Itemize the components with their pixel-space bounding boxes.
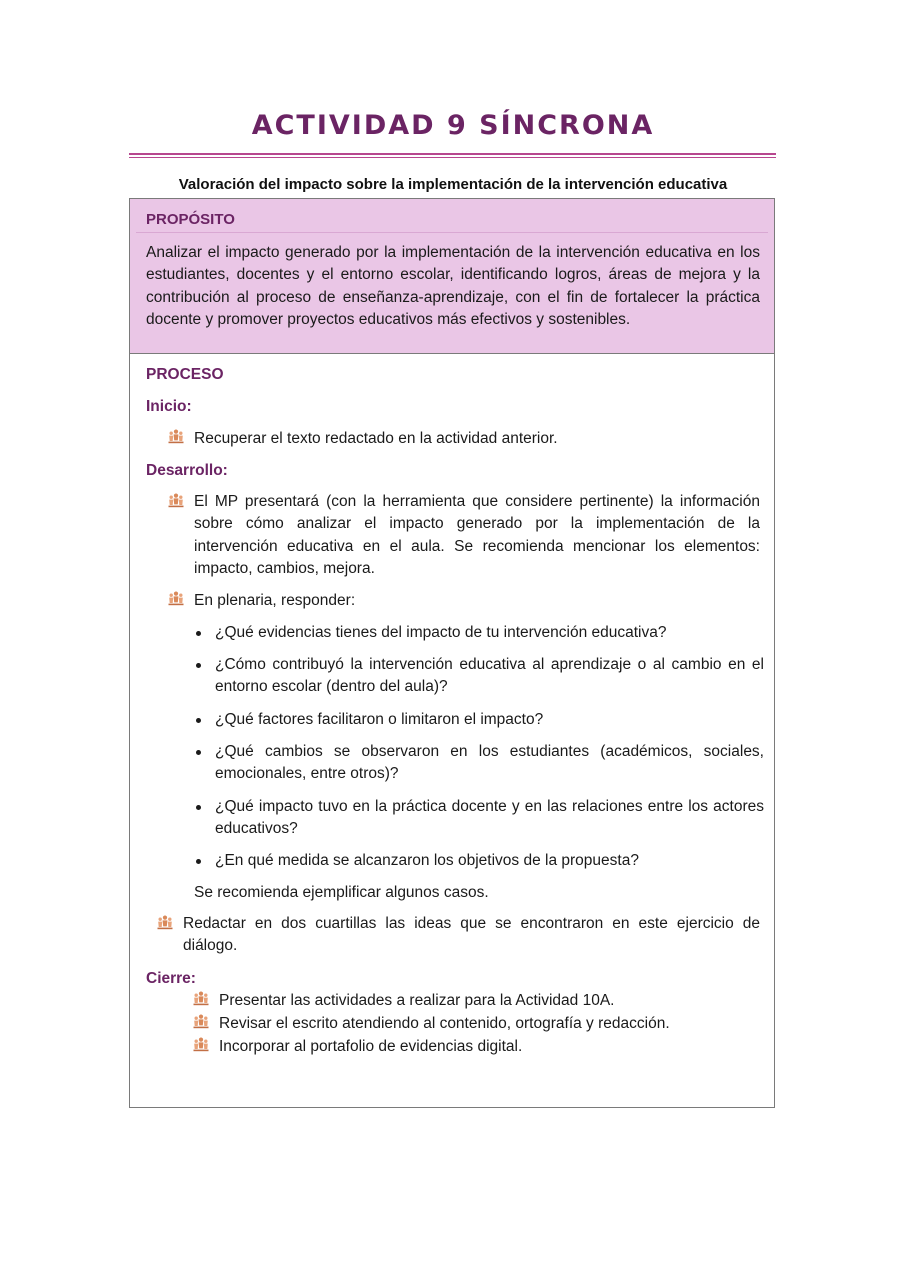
bullet-dot bbox=[196, 718, 201, 723]
people-group-icon bbox=[157, 915, 173, 931]
title-rule bbox=[129, 153, 776, 155]
question-item: ¿Cómo contribuyó la intervención educativa al aprendizaje o al cambio en el entorno escolar (dentro del aula)? bbox=[215, 656, 764, 696]
bullet-dot bbox=[196, 663, 201, 668]
people-group-icon bbox=[168, 429, 184, 445]
desarrollo-label: Desarrollo: bbox=[146, 462, 228, 479]
cierre-item: Incorporar al portafolio de evidencias digital. bbox=[219, 1038, 523, 1055]
question-item: ¿En qué medida se alcanzaron los objetivos de la propuesta? bbox=[215, 852, 639, 869]
desarrollo-item-1: El MP presentará (con la herramienta que considere pertinente) la información sobre cómo analizar el impacto generado por la implementación de la intervención educativa en el aula. Se recomienda mencionar los elementos: impacto, cambios, mejora. bbox=[194, 493, 760, 578]
cierre-item: Presentar las actividades a realizar para la Actividad 10A. bbox=[219, 992, 615, 1009]
bullet-dot bbox=[196, 631, 201, 636]
cierre-item: Revisar el escrito atendiendo al contenido, ortografía y redacción. bbox=[219, 1015, 670, 1032]
desarrollo-item-3: Redactar en dos cuartillas las ideas que se encontraron en este ejercicio de diálogo. bbox=[183, 915, 760, 955]
bullet-dot bbox=[196, 805, 201, 810]
question-item: ¿Qué factores facilitaron o limitaron el impacto? bbox=[215, 711, 544, 728]
cierre-label: Cierre: bbox=[146, 970, 196, 987]
bullet-dot bbox=[196, 750, 201, 755]
inicio-label: Inicio: bbox=[146, 398, 192, 415]
process-label: PROCESO bbox=[146, 366, 224, 383]
people-group-icon bbox=[193, 1037, 209, 1053]
activity-subtitle: Valoración del impacto sobre la implementación de la intervención educativa bbox=[178, 176, 728, 193]
activity-table bbox=[129, 198, 775, 1108]
title-rule-thin bbox=[129, 157, 776, 158]
question-item: ¿Qué evidencias tienes del impacto de tu intervención educativa? bbox=[215, 624, 667, 641]
purpose-label: PROPÓSITO bbox=[146, 211, 235, 228]
purpose-section bbox=[130, 199, 774, 354]
people-group-icon bbox=[193, 991, 209, 1007]
purpose-divider bbox=[136, 232, 768, 233]
people-group-icon bbox=[168, 493, 184, 509]
question-item: ¿Qué cambios se observaron en los estudiantes (académicos, sociales, emocionales, entre otros)? bbox=[215, 743, 764, 783]
page-title: ACTIVIDAD 9 SÍNCRONA bbox=[251, 110, 655, 141]
desarrollo-item-2: En plenaria, responder: bbox=[194, 592, 356, 609]
question-item: ¿Qué impacto tuvo en la práctica docente y en las relaciones entre los actores educativos? bbox=[215, 798, 764, 838]
desarrollo-note: Se recomienda ejemplificar algunos casos. bbox=[194, 884, 489, 901]
people-group-icon bbox=[193, 1014, 209, 1030]
inicio-item: Recuperar el texto redactado en la actividad anterior. bbox=[194, 430, 558, 447]
bullet-dot bbox=[196, 859, 201, 864]
purpose-text: Analizar el impacto generado por la implementación de la intervención educativa en los estudiantes, docentes y el entorno escolar, identificando logros, áreas de mejora y la contribución al proceso de enseñanza-aprendizaje, con el fin de fortalecer la práctica docente y promover proyectos educativos más efectivos y sostenibles. bbox=[146, 244, 760, 329]
people-group-icon bbox=[168, 591, 184, 607]
